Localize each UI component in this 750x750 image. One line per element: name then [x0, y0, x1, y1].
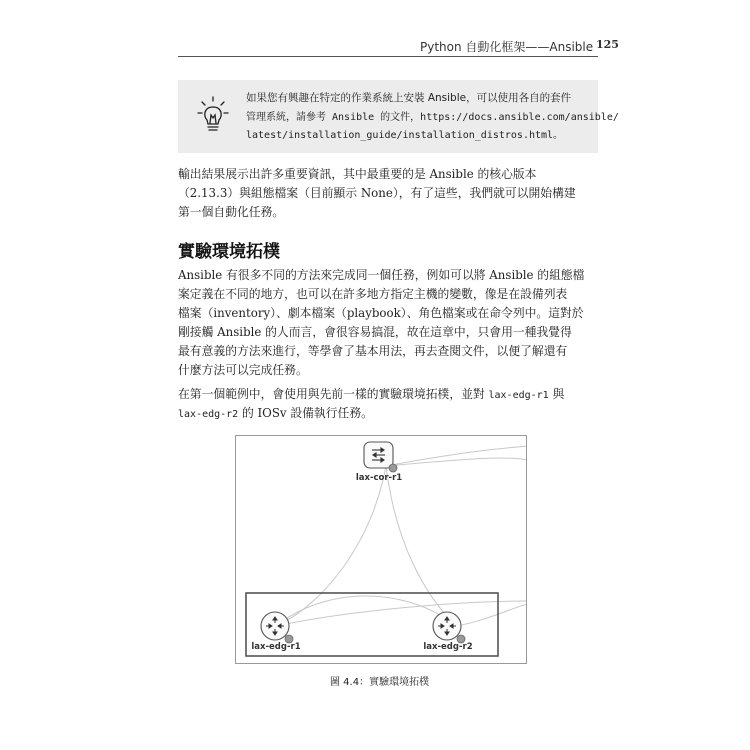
section-paragraph2-line-1: [178, 385, 564, 402]
tip-text-line-1: 如果您有興趣在特定的作業系統上安裝 Ansible，可以使用各自的套件: [246, 92, 572, 104]
section-paragraph-line-2: 案定義在不同的地方，也可以在許多地方指定主機的變數，像是在設備列表: [178, 287, 568, 301]
paragraph2-code-edge1: lax-edg-r1: [488, 390, 549, 401]
link-core-edge2: [386, 466, 456, 626]
section-paragraph-line-3: 檔案（inventory）、劇本檔案（playbook）、角色檔案或在命令列中。這對於: [178, 306, 584, 320]
link-edge2-offscreen: [456, 604, 526, 626]
node-core[interactable]: [364, 442, 397, 472]
page-number: 125: [596, 38, 619, 51]
section-paragraph-line-5: 最有意義的方法來進行，等學會了基本用法，再去查閱文件，以便了解還有: [178, 344, 568, 358]
node-edge1[interactable]: [261, 612, 293, 643]
section-heading: 實驗環境拓樸: [178, 242, 280, 262]
section-paragraph-line-6: 什麼方法可以完成任務。: [178, 363, 308, 377]
node-label-core: lax-cor-r1: [355, 473, 403, 483]
section-paragraph2-line-2: [178, 404, 373, 421]
intro-paragraph-line-3: 第一個自動化任務。: [178, 205, 285, 219]
topology-figure: [235, 435, 527, 664]
tip-text-line-3: latest/installation_guide/installation_distros.html。: [246, 130, 564, 141]
running-header-title: Python 自動化框架——Ansible: [420, 40, 594, 54]
topology-diagram: [236, 436, 526, 663]
intro-paragraph-line-1: 輸出結果展示出許多重要資訊，其中最重要的是 Ansible 的核心版本: [178, 167, 537, 181]
paragraph2-suffix: 與: [548, 387, 565, 401]
link-edge1-edge2: [276, 596, 456, 626]
lightbulb-icon: [197, 96, 229, 136]
paragraph2-line2-suffix: 的 IOSv 設備執行任務。: [238, 406, 373, 420]
node-label-edge2: lax-edg-r2: [423, 642, 473, 652]
header-rule: [178, 56, 598, 57]
link-core-offscreen-2: [386, 446, 526, 466]
node-label-edge1: lax-edg-r1: [251, 642, 301, 652]
section-paragraph-line-1: Ansible 有很多不同的方法來完成同一個任務，例如可以將 Ansible 的組態檔: [178, 268, 585, 282]
figure-caption: 圖 4.4：實驗環境拓樸: [330, 677, 430, 688]
tip-text-line-2: 管理系統，請參考 Ansible 的文件，https://docs.ansible.com/ansible/: [246, 112, 619, 123]
intro-paragraph-line-2: （2.13.3）與組態檔案（目前顯示 None），有了這些，我們就可以開始構建: [178, 186, 576, 200]
section-paragraph-line-4: 剛接觸 Ansible 的人而言，會很容易搞混，故在這章中，只會用一種我覺得: [178, 325, 572, 339]
node-edge2[interactable]: [433, 612, 465, 643]
paragraph2-prefix: 在第一個範例中，會使用與先前一樣的實驗環境拓樸，並對: [178, 387, 489, 401]
link-core-edge1: [276, 466, 386, 626]
paragraph2-code-edge2: lax-edg-r2: [178, 409, 239, 420]
